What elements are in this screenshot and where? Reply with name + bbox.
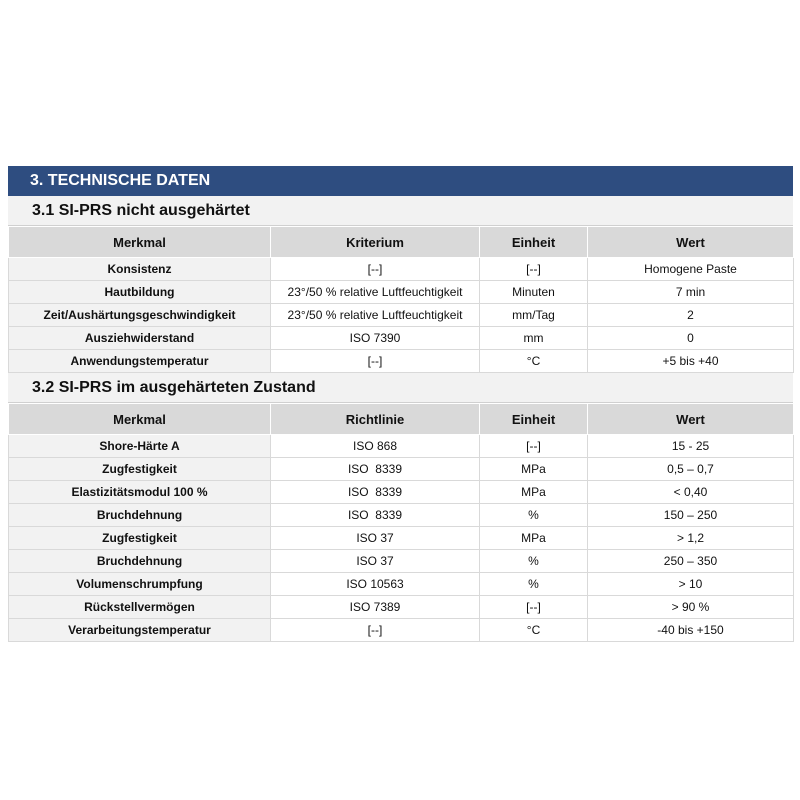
value-cell: < 0,40 — [588, 481, 794, 504]
table-row — [9, 527, 794, 550]
uncured-properties-table — [8, 226, 794, 373]
table-row — [9, 435, 794, 458]
standard-cell: ISO 8339 — [271, 504, 480, 527]
value-cell: > 1,2 — [588, 527, 794, 550]
criterion-cell: 23°/50 % relative Luftfeuchtigkeit — [271, 281, 480, 304]
criterion-cell: ISO 7390 — [271, 327, 480, 350]
table-row — [9, 258, 794, 281]
criterion-cell: [--] — [271, 258, 480, 281]
column-header: Einheit — [480, 404, 588, 435]
criterion-cell: 23°/50 % relative Luftfeuchtigkeit — [271, 304, 480, 327]
table-row — [9, 304, 794, 327]
unit-cell: mm — [480, 327, 588, 350]
property-cell: Ausziehwiderstand — [9, 327, 271, 350]
column-header: Richtlinie — [271, 404, 480, 435]
column-header: Merkmal — [9, 227, 271, 258]
property-cell: Elastizitätsmodul 100 % — [9, 481, 271, 504]
value-cell: 2 — [588, 304, 794, 327]
value-cell: 0,5 – 0,7 — [588, 458, 794, 481]
unit-cell: % — [480, 504, 588, 527]
table-row — [9, 481, 794, 504]
standard-cell: ISO 10563 — [271, 573, 480, 596]
value-cell: +5 bis +40 — [588, 350, 794, 373]
property-cell: Rückstellvermögen — [9, 596, 271, 619]
value-cell: > 10 — [588, 573, 794, 596]
unit-cell: MPa — [480, 527, 588, 550]
table-row — [9, 458, 794, 481]
value-cell: -40 bis +150 — [588, 619, 794, 642]
standard-cell: ISO 37 — [271, 527, 480, 550]
property-cell: Shore-Härte A — [9, 435, 271, 458]
unit-cell: MPa — [480, 458, 588, 481]
value-cell: 150 – 250 — [588, 504, 794, 527]
column-header: Einheit — [480, 227, 588, 258]
property-cell: Zugfestigkeit — [9, 458, 271, 481]
value-cell: 250 – 350 — [588, 550, 794, 573]
column-header: Kriterium — [271, 227, 480, 258]
unit-cell: % — [480, 573, 588, 596]
unit-cell: [--] — [480, 596, 588, 619]
standard-cell: ISO 8339 — [271, 481, 480, 504]
table-header-row — [9, 404, 794, 435]
property-cell: Zeit/Aushärtungsgeschwindigkeit — [9, 304, 271, 327]
table2-heading: 3.2 SI-PRS im ausgehärteten Zustand — [8, 373, 793, 403]
value-cell: Homogene Paste — [588, 258, 794, 281]
criterion-cell: [--] — [271, 350, 480, 373]
property-cell: Verarbeitungstemperatur — [9, 619, 271, 642]
column-header: Merkmal — [9, 404, 271, 435]
unit-cell: °C — [480, 350, 588, 373]
table-row — [9, 596, 794, 619]
table-row — [9, 504, 794, 527]
unit-cell: Minuten — [480, 281, 588, 304]
standard-cell: ISO 37 — [271, 550, 480, 573]
unit-cell: MPa — [480, 481, 588, 504]
value-cell: 7 min — [588, 281, 794, 304]
value-cell: 0 — [588, 327, 794, 350]
table1-heading: 3.1 SI-PRS nicht ausgehärtet — [8, 196, 793, 226]
table-row — [9, 619, 794, 642]
column-header: Wert — [588, 404, 794, 435]
table-row — [9, 327, 794, 350]
table-row — [9, 350, 794, 373]
technical-data-sheet — [8, 166, 793, 642]
property-cell: Zugfestigkeit — [9, 527, 271, 550]
property-cell: Anwendungstemperatur — [9, 350, 271, 373]
unit-cell: [--] — [480, 258, 588, 281]
table-row — [9, 281, 794, 304]
table-header-row — [9, 227, 794, 258]
section-title: 3. TECHNISCHE DATEN — [8, 166, 793, 196]
standard-cell: ISO 868 — [271, 435, 480, 458]
standard-cell: ISO 8339 — [271, 458, 480, 481]
value-cell: > 90 % — [588, 596, 794, 619]
table-row — [9, 550, 794, 573]
value-cell: 15 - 25 — [588, 435, 794, 458]
standard-cell: [--] — [271, 619, 480, 642]
property-cell: Bruchdehnung — [9, 550, 271, 573]
property-cell: Volumenschrumpfung — [9, 573, 271, 596]
cured-properties-table — [8, 403, 794, 642]
column-header: Wert — [588, 227, 794, 258]
standard-cell: ISO 7389 — [271, 596, 480, 619]
unit-cell: % — [480, 550, 588, 573]
table-row — [9, 573, 794, 596]
unit-cell: mm/Tag — [480, 304, 588, 327]
property-cell: Bruchdehnung — [9, 504, 271, 527]
unit-cell: °C — [480, 619, 588, 642]
property-cell: Hautbildung — [9, 281, 271, 304]
unit-cell: [--] — [480, 435, 588, 458]
property-cell: Konsistenz — [9, 258, 271, 281]
